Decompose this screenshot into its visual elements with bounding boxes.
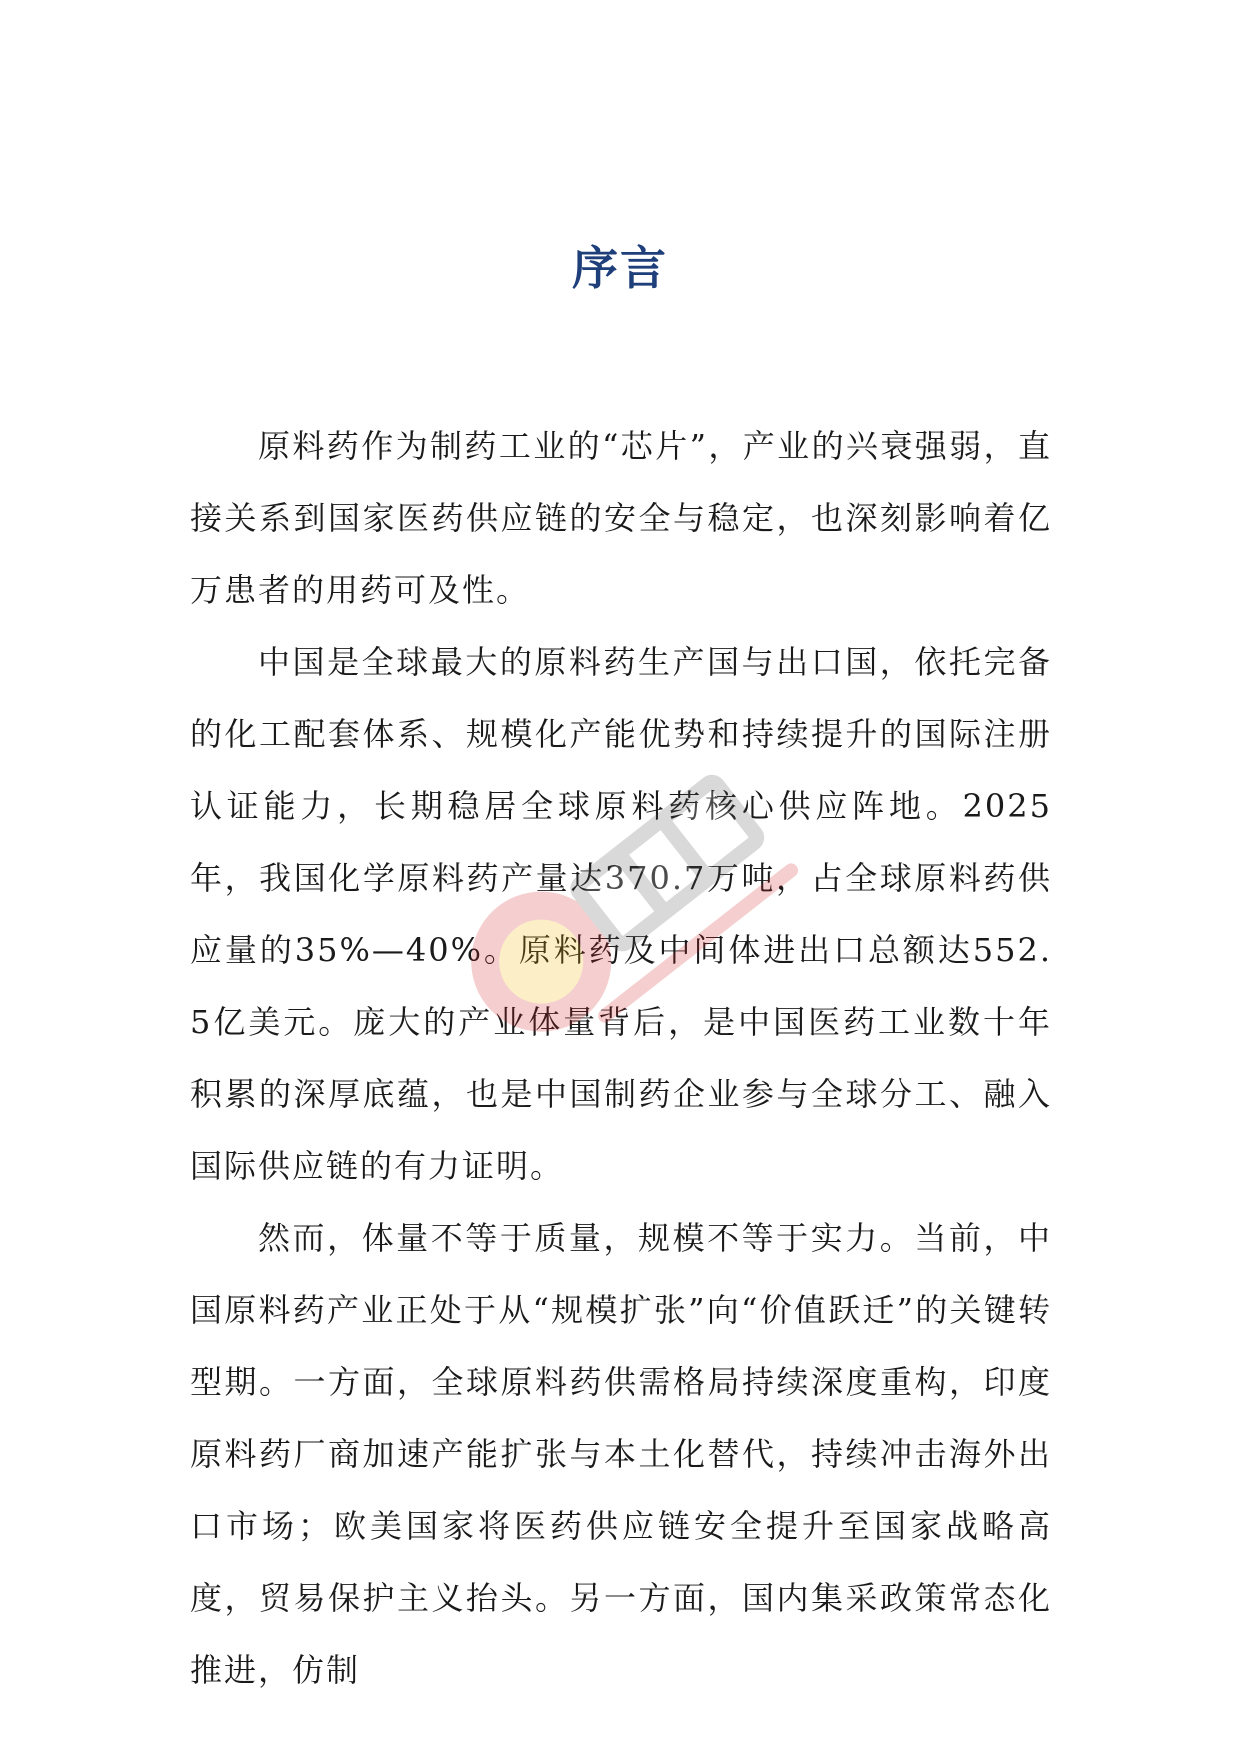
paragraph-2: 中国是全球最大的原料药生产国与出口国，依托完备的化工配套体系、规模化产能优势和持续提升的国际注册认证能力，长期稳居全球原料药核心供应阵地。2025年，我国化学原料药产量达370.7万吨，占全球原料药供应量的35%—40%。原料药及中间体进出口总额达552.5亿美元。庞大的产业体量背后，是中国医药工业数十年积累的深厚底蕴，也是中国制药企业参与全球分工、融入国际供应链的有力证明。 <box>190 643 1052 1185</box>
page-title: 序言 <box>572 241 668 295</box>
body-text <box>190 410 1052 1706</box>
paragraph-1: 原料药作为制药工业的“芯片”，产业的兴衰强弱，直接关系到国家医药供应链的安全与稳定，也深刻影响着亿万患者的用药可及性。 <box>190 427 1052 609</box>
paragraph-3: 然而，体量不等于质量，规模不等于实力。当前，中国原料药产业正处于从“规模扩张”向“价值跃迁”的关键转型期。一方面，全球原料药供需格局持续深度重构，印度原料药厂商加速产能扩张与本土化替代，持续冲击海外出口市场；欧美国家将医药供应链安全提升至国家战略高度，贸易保护主义抬头。另一方面，国内集采政策常态化推进，仿制 <box>190 1219 1052 1689</box>
